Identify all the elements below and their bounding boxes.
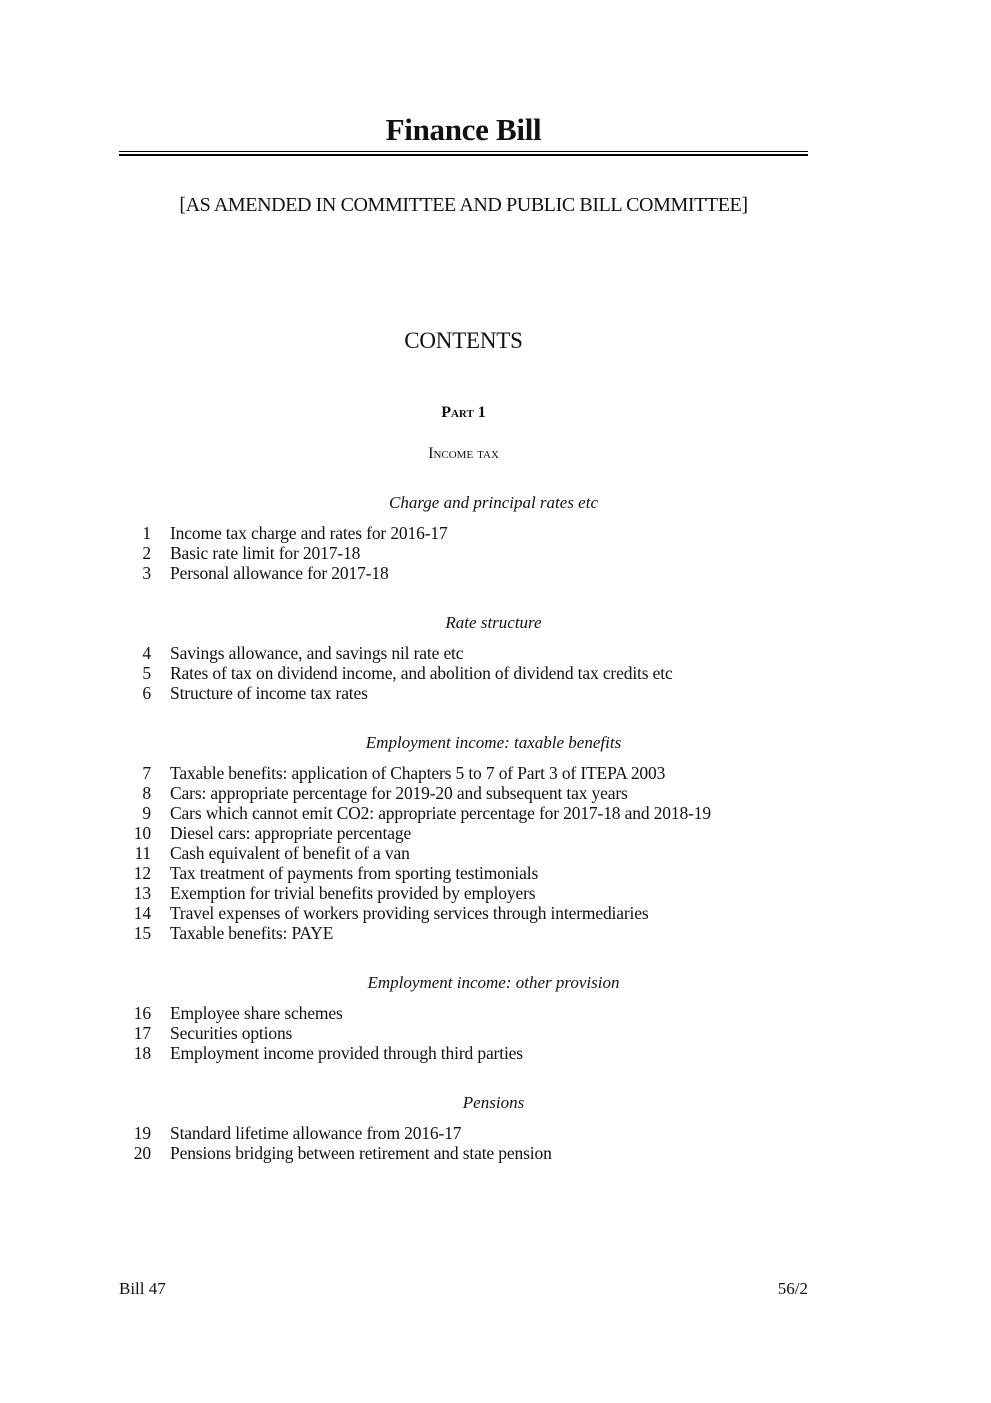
entry-number: 8 bbox=[142, 783, 151, 803]
contents-entry[interactable] bbox=[119, 823, 879, 843]
entry-title: Exemption for trivial benefits provided by employers bbox=[170, 883, 536, 903]
entry-number: 13 bbox=[133, 883, 151, 903]
entry-number: 5 bbox=[142, 663, 151, 683]
contents-list bbox=[119, 643, 879, 703]
entry-number: 9 bbox=[142, 803, 151, 823]
entry-title: Cash equivalent of benefit of a van bbox=[170, 843, 410, 863]
contents-entry[interactable] bbox=[119, 883, 879, 903]
part-heading: Part 1 bbox=[441, 404, 486, 421]
group-heading: Employment income: other provision bbox=[367, 973, 620, 992]
entry-title: Income tax charge and rates for 2016-17 bbox=[170, 523, 448, 543]
footer-bill-number: Bill 47 bbox=[119, 1279, 166, 1298]
entry-title: Cars which cannot emit CO2: appropriate percentage for 2017-18 and 2018-19 bbox=[170, 803, 711, 823]
entry-number: 12 bbox=[133, 863, 151, 883]
group-heading: Rate structure bbox=[445, 613, 542, 632]
contents-entry[interactable] bbox=[119, 1043, 879, 1063]
contents-list bbox=[119, 523, 879, 583]
contents-entry[interactable] bbox=[119, 543, 879, 563]
contents-entry[interactable] bbox=[119, 1023, 879, 1043]
contents-entry[interactable] bbox=[119, 563, 879, 583]
contents-entry[interactable] bbox=[119, 923, 879, 943]
entry-title: Taxable benefits: PAYE bbox=[170, 923, 334, 943]
page-title: Finance Bill bbox=[385, 112, 542, 147]
entry-number: 14 bbox=[133, 903, 151, 923]
group-heading: Charge and principal rates etc bbox=[388, 493, 598, 512]
entry-number: 4 bbox=[142, 643, 151, 663]
entry-title: Savings allowance, and savings nil rate etc bbox=[170, 643, 464, 663]
entry-number: 18 bbox=[133, 1043, 151, 1063]
contents-entry[interactable] bbox=[119, 663, 879, 683]
entry-number: 11 bbox=[134, 843, 151, 863]
contents-entry[interactable] bbox=[119, 1143, 879, 1163]
contents-list bbox=[119, 763, 879, 943]
contents-entry[interactable] bbox=[119, 643, 879, 663]
contents-entry[interactable] bbox=[119, 783, 879, 803]
contents-list bbox=[119, 1123, 879, 1163]
entry-number: 19 bbox=[133, 1123, 151, 1143]
entry-title: Diesel cars: appropriate percentage bbox=[170, 823, 412, 843]
entry-title: Standard lifetime allowance from 2016-17 bbox=[170, 1123, 462, 1143]
contents-entry[interactable] bbox=[119, 843, 879, 863]
entry-title: Structure of income tax rates bbox=[170, 683, 368, 703]
contents-entry[interactable] bbox=[119, 683, 879, 703]
entry-number: 16 bbox=[133, 1003, 151, 1023]
entry-number: 6 bbox=[142, 683, 151, 703]
entry-title: Cars: appropriate percentage for 2019-20 and subsequent tax years bbox=[170, 783, 628, 803]
entry-number: 15 bbox=[133, 923, 151, 943]
entry-number: 1 bbox=[142, 523, 151, 543]
entry-number: 2 bbox=[142, 543, 151, 563]
contents-entry[interactable] bbox=[119, 903, 879, 923]
entry-title: Securities options bbox=[170, 1023, 293, 1043]
group-heading: Pensions bbox=[462, 1093, 525, 1112]
title-rule-thick bbox=[119, 154, 808, 156]
entry-number: 20 bbox=[133, 1143, 151, 1163]
entry-number: 3 bbox=[142, 563, 151, 583]
entry-title: Taxable benefits: application of Chapters 5 to 7 of Part 3 of ITEPA 2003 bbox=[170, 763, 666, 783]
entry-title: Travel expenses of workers providing services through intermediaries bbox=[170, 903, 649, 923]
part-title: Income tax bbox=[428, 445, 499, 462]
entry-title: Employee share schemes bbox=[170, 1003, 343, 1023]
footer-reference: 56/2 bbox=[777, 1279, 808, 1298]
entry-number: 10 bbox=[133, 823, 151, 843]
entry-title: Employment income provided through third parties bbox=[170, 1043, 523, 1063]
entry-title: Personal allowance for 2017-18 bbox=[170, 563, 389, 583]
contents-entry[interactable] bbox=[119, 1123, 879, 1143]
contents-entry[interactable] bbox=[119, 1003, 879, 1023]
contents-entry[interactable] bbox=[119, 803, 879, 823]
contents-entry[interactable] bbox=[119, 763, 879, 783]
bill-status: [AS AMENDED IN COMMITTEE AND PUBLIC BILL COMMITTEE] bbox=[179, 194, 748, 216]
group-heading: Employment income: taxable benefits bbox=[365, 733, 622, 752]
contents-entry[interactable] bbox=[119, 863, 879, 883]
entry-title: Tax treatment of payments from sporting testimonials bbox=[170, 863, 539, 883]
contents-entry[interactable] bbox=[119, 523, 879, 543]
entry-title: Pensions bridging between retirement and state pension bbox=[170, 1143, 552, 1163]
entry-title: Rates of tax on dividend income, and abolition of dividend tax credits etc bbox=[170, 663, 673, 683]
title-rule-thin bbox=[119, 151, 808, 152]
entry-number: 7 bbox=[142, 763, 151, 783]
contents-list bbox=[119, 1003, 879, 1063]
entry-title: Basic rate limit for 2017-18 bbox=[170, 543, 361, 563]
entry-number: 17 bbox=[133, 1023, 151, 1043]
contents-heading: CONTENTS bbox=[404, 328, 523, 353]
